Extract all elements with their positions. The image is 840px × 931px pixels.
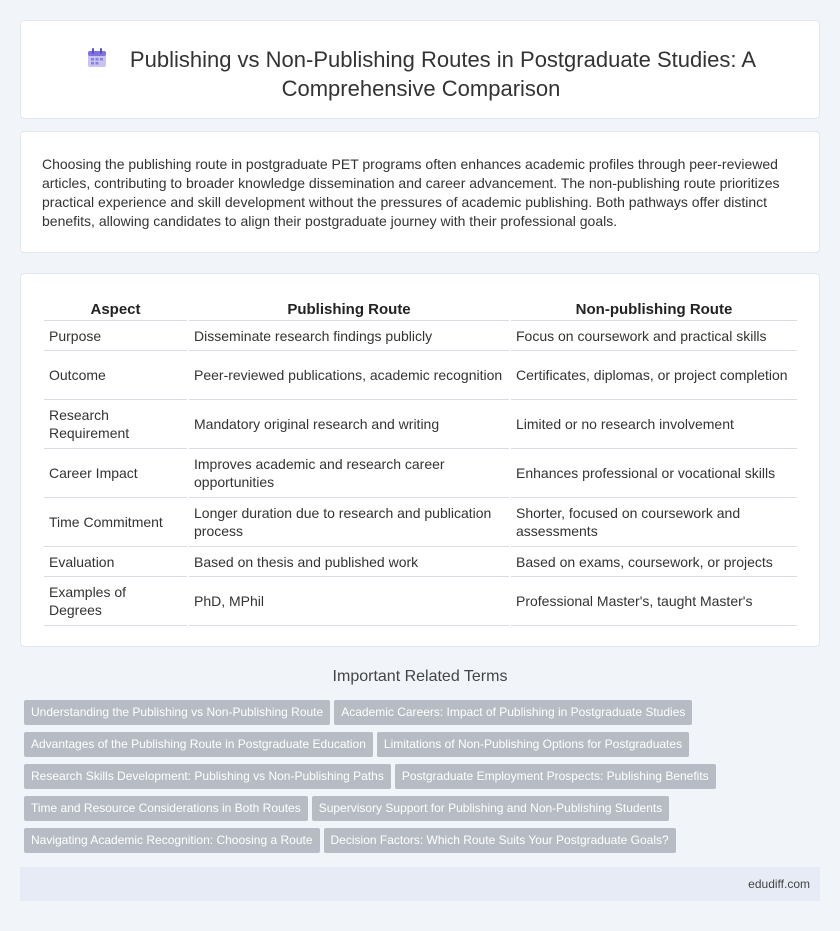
row-non-publishing: Limited or no research involvement — [511, 400, 797, 449]
table-row — [44, 449, 797, 498]
row-publishing: Mandatory original research and writing — [189, 400, 509, 449]
title-line-1: Publishing vs Non-Publishing Routes in Postgraduate Studies: A — [129, 47, 757, 72]
table-header-row — [44, 295, 797, 321]
table-row — [44, 547, 797, 577]
row-non-publishing: Shorter, focused on coursework and assessments — [511, 498, 797, 547]
row-non-publishing: Enhances professional or vocational skills — [511, 449, 797, 498]
row-non-publishing: Professional Master's, taught Master's — [511, 577, 797, 626]
column-header-aspect: Aspect — [44, 295, 187, 321]
footer — [20, 867, 820, 901]
row-publishing: PhD, MPhil — [189, 577, 509, 626]
related-term-tag[interactable]: Understanding the Publishing vs Non-Publishing Route — [24, 700, 330, 725]
row-aspect: Examples of Degrees — [44, 577, 187, 626]
footer-site-name: edudiff.com — [748, 877, 810, 891]
related-term-tag[interactable]: Time and Resource Considerations in Both Routes — [24, 796, 308, 821]
row-aspect: Career Impact — [44, 449, 187, 498]
related-term-tag[interactable]: Decision Factors: Which Route Suits Your Postgraduate Goals? — [324, 828, 676, 853]
row-non-publishing: Focus on coursework and practical skills — [511, 321, 797, 351]
related-term-tag[interactable]: Navigating Academic Recognition: Choosing a Route — [24, 828, 320, 853]
row-non-publishing: Certificates, diplomas, or project completion — [511, 351, 797, 400]
column-header-non-publishing: Non-publishing Route — [511, 295, 797, 321]
related-term-tag[interactable]: Advantages of the Publishing Route in Postgraduate Education — [24, 732, 373, 757]
title-card — [20, 20, 820, 119]
related-term-tag[interactable]: Academic Careers: Impact of Publishing in Postgraduate Studies — [334, 700, 692, 725]
related-terms-heading: Important Related Terms — [332, 668, 508, 685]
table-row — [44, 400, 797, 449]
row-publishing: Based on thesis and published work — [189, 547, 509, 577]
row-aspect: Research Requirement — [44, 400, 187, 449]
related-terms-list — [24, 700, 824, 860]
row-aspect: Evaluation — [44, 547, 187, 577]
title-line-2: Comprehensive Comparison — [281, 76, 561, 101]
row-publishing: Improves academic and research career opportunities — [189, 449, 509, 498]
row-aspect: Purpose — [44, 321, 187, 351]
column-header-publishing: Publishing Route — [189, 295, 509, 321]
table-row — [44, 321, 797, 351]
related-term-tag[interactable]: Postgraduate Employment Prospects: Publishing Benefits — [395, 764, 716, 789]
row-publishing: Peer-reviewed publications, academic recognition — [189, 351, 509, 400]
related-term-tag[interactable]: Limitations of Non-Publishing Options for Postgraduates — [377, 732, 689, 757]
row-non-publishing: Based on exams, coursework, or projects — [511, 547, 797, 577]
related-term-tag[interactable]: Research Skills Development: Publishing vs Non-Publishing Paths — [24, 764, 391, 789]
calendar-icon — [86, 47, 108, 69]
row-publishing: Disseminate research findings publicly — [189, 321, 509, 351]
intro-paragraph: Choosing the publishing route in postgraduate PET programs often enhances academic profiles through peer-reviewed articles, contributing to broader knowledge dissemination and career advancement. The non-publishing route prioritizes practical experience and skill development without the pressures of academic publishing. Both pathways offer distinct benefits, allowing candidates to align their postgraduate journey with their professional goals. — [42, 156, 780, 229]
related-term-tag[interactable]: Supervisory Support for Publishing and Non-Publishing Students — [312, 796, 670, 821]
table-row — [44, 351, 797, 400]
row-aspect: Time Commitment — [44, 498, 187, 547]
comparison-table — [42, 295, 799, 626]
intro-card — [20, 131, 820, 253]
row-publishing: Longer duration due to research and publication process — [189, 498, 509, 547]
comparison-card — [20, 273, 820, 647]
table-row — [44, 498, 797, 547]
row-aspect: Outcome — [44, 351, 187, 400]
page-title — [21, 45, 821, 103]
table-row — [44, 577, 797, 626]
